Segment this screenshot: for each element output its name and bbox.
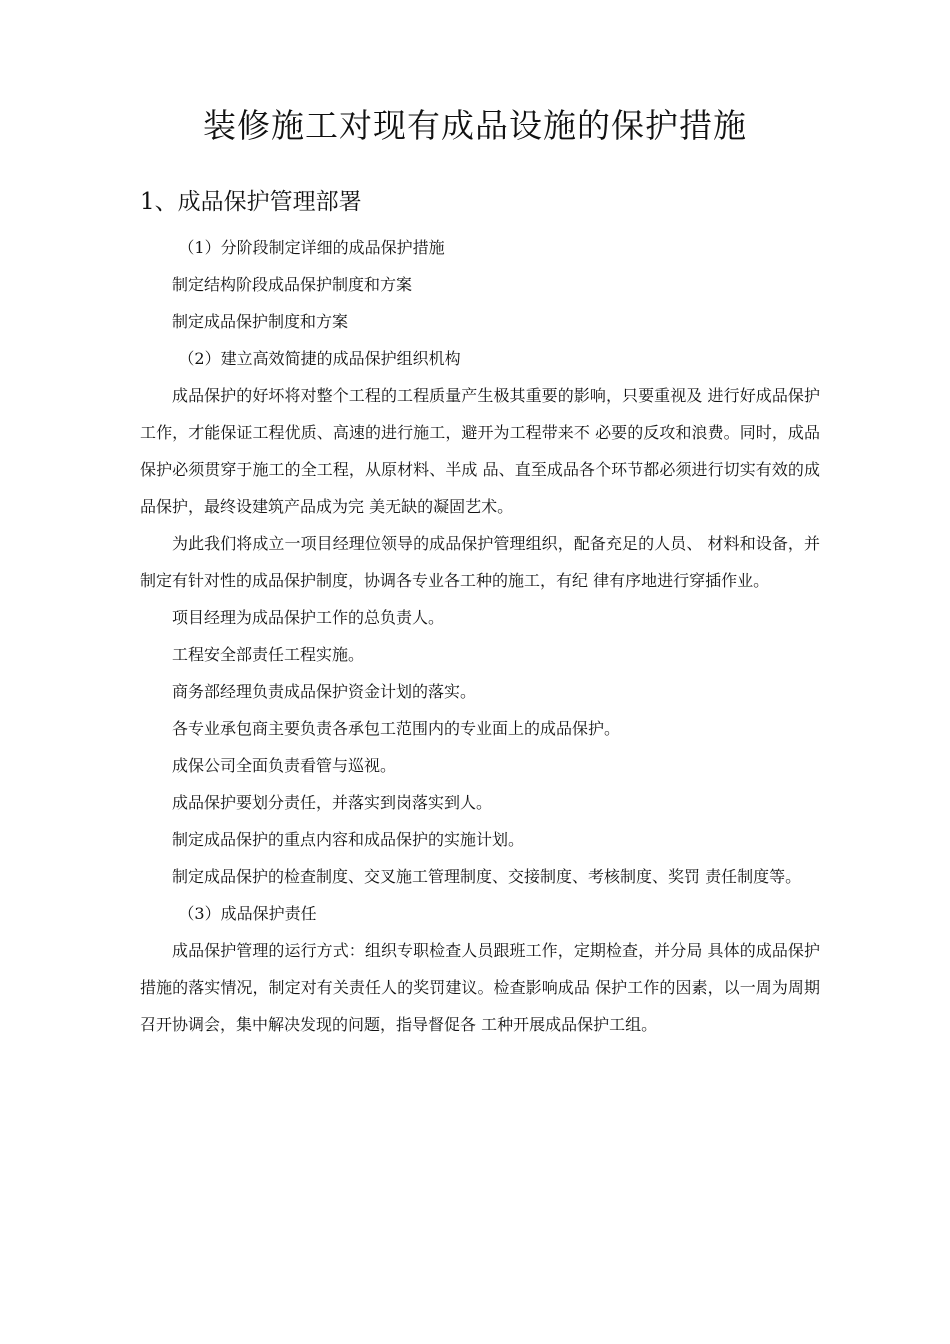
subheading-2: （2）建立高效简捷的成品保护组织机构 <box>178 349 461 368</box>
document-title: 装修施工对现有成品设施的保护措施 <box>203 106 747 145</box>
paragraph: 各专业承包商主要负责各承包工范围内的专业面上的成品保护。 <box>172 719 621 738</box>
paragraph: 制定成品保护制度和方案 <box>172 312 349 331</box>
paragraph: 为此我们将成立一项目经理位领导的成品保护管理组织，配备充足的人员、 材料和设备，并制定有针对性的成品保护制度，协调各专业各工种的施工，有纪 律有序地进行穿插作业。 <box>140 534 820 590</box>
paragraph: 项目经理为成品保护工作的总负责人。 <box>172 608 445 627</box>
subheading-3: （3）成品保护责任 <box>178 904 317 923</box>
subheading-1: （1）分阶段制定详细的成品保护措施 <box>178 238 445 257</box>
paragraph: 制定成品保护的重点内容和成品保护的实施计划。 <box>172 830 525 849</box>
document-body <box>140 229 820 1043</box>
section-heading: 1、成品保护管理部署 <box>140 189 362 215</box>
paragraph: 工程安全部责任工程实施。 <box>172 645 365 664</box>
paragraph: 成品保护的好坏将对整个工程的工程质量产生极其重要的影响，只要重视及 进行好成品保护工作，才能保证工程优质、高速的进行施工，避开为工程带来不 必要的反攻和浪费。同时，成品保护必须贯穿于施工的全工程，从原材料、半成 品、直至成品各个环节都必须进行切实有效的成品保护，最终设建筑产品成为完 美无缺的凝固艺术。 <box>140 386 820 516</box>
paragraph: 制定成品保护的检查制度、交叉施工管理制度、交接制度、考核制度、奖罚 责任制度等。 <box>172 867 802 886</box>
paragraph: 成品保护要划分责任，并落实到岗落实到人。 <box>172 793 493 812</box>
paragraph: 成品保护管理的运行方式：组织专职检查人员跟班工作，定期检查，并分局 具体的成品保护措施的落实情况，制定对有关责任人的奖罚建议。检查影响成品 保护工作的因素，以一周为周期召开协调会，集中解决发现的问题，指导督促各 工种开展成品保护工组。 <box>140 941 820 1034</box>
paragraph: 商务部经理负责成品保护资金计划的落实。 <box>172 682 477 701</box>
paragraph: 成保公司全面负责看管与巡视。 <box>172 756 397 775</box>
paragraph: 制定结构阶段成品保护制度和方案 <box>172 275 413 294</box>
